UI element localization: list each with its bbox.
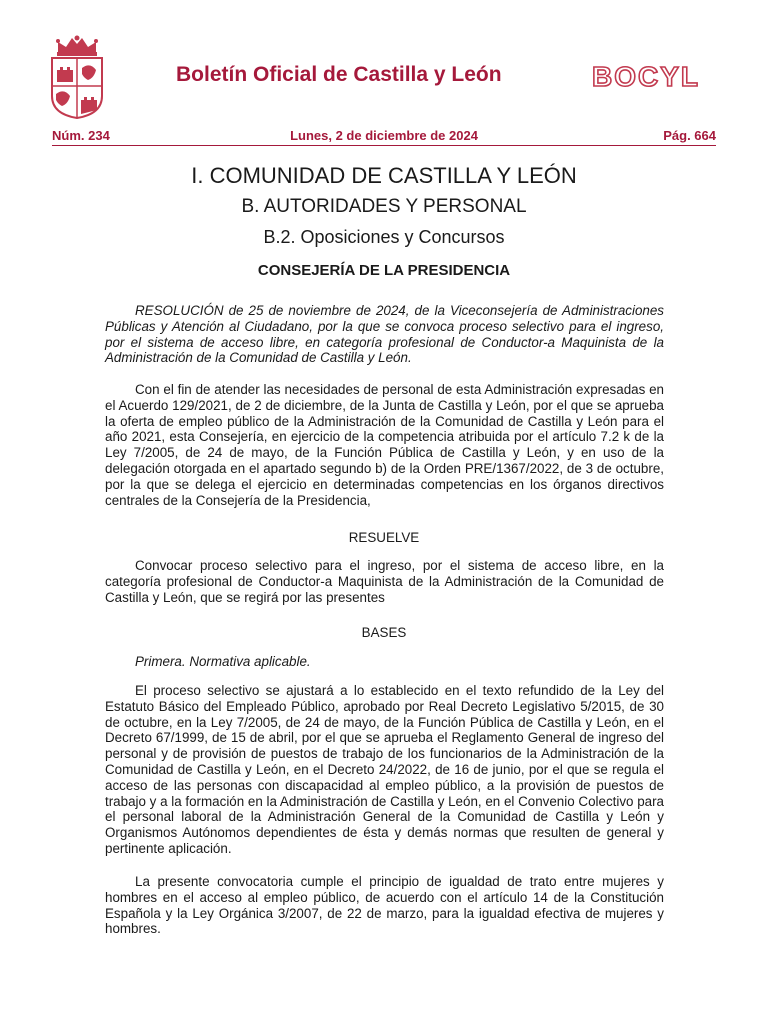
section-heading: I. COMUNIDAD DE CASTILLA Y LEÓN bbox=[191, 163, 577, 188]
coat-of-arms-icon bbox=[46, 34, 108, 120]
department-heading: CONSEJERÍA DE LA PRESIDENCIA bbox=[257, 262, 511, 279]
regulation-paragraph bbox=[105, 683, 664, 857]
page-header bbox=[0, 0, 768, 128]
equality-paragraph bbox=[105, 874, 664, 937]
subsection-heading: B. AUTORIDADES Y PERSONAL bbox=[241, 196, 527, 217]
resolution-clause-text: Convocar proceso selectivo para el ingreso, por el sistema de acceso libre, en la categoría profesional de Conductor-a Maquinista de la Administración de la Comunidad de Castilla y León, que se regirá por las presentes bbox=[105, 558, 664, 605]
bocyl-logo bbox=[592, 62, 718, 90]
issue-number: Núm. 234 bbox=[52, 128, 110, 143]
resuelve-heading: RESUELVE bbox=[348, 530, 420, 545]
publication-title: Boletín Oficial de Castilla y León bbox=[176, 63, 502, 86]
equality-text: La presente convocatoria cumple el principio de igualdad de trato entre mujeres y hombres en el acceso al empleo público, de acuerdo con el artículo 14 de la Constitución Española y la Ley Orgánica 3/2007, de 22 de marzo, para la igualdad efectiva de mujeres y hombres. bbox=[105, 874, 664, 937]
resolution-paragraph bbox=[105, 303, 664, 366]
bases-heading: BASES bbox=[361, 625, 407, 640]
preamble-paragraph bbox=[105, 382, 664, 508]
svg-text:BOCYL: BOCYL bbox=[592, 62, 700, 90]
issue-info-bar bbox=[52, 128, 716, 146]
resolution-text: RESOLUCIÓN de 25 de noviembre de 2024, de la Viceconsejería de Administraciones Públicas y Atención al Ciudadano, por la que se convoca proceso selectivo para el ingreso, por el sistema de acceso libre, en categoría profesional de Conductor-a Maquinista de la Administración de la Comunidad de Castilla y León. bbox=[105, 303, 664, 366]
preamble-text: Con el fin de atender las necesidades de personal de esta Administración expresadas en el Acuerdo 129/2021, de 2 de diciembre, de la Junta de Castilla y León, por el que se aprueba la oferta de empleo público de la Administración de la Comunidad de Castilla y León para el año 2021, esta Consejería, en ejercicio de la competencia atribuida por el artículo 7.2 k de la Ley 7/2005, de 24 de mayo, de la Función Pública de Castilla y León, y en uso de la delegación otorgada en el apartado segundo b) de la Orden PRE/1367/2022, de 3 de octubre, por la que se delega el ejercicio en determinadas competencias en los órganos directivos centrales de la Consejería de la Presidencia, bbox=[105, 382, 664, 508]
issue-date: Lunes, 2 de diciembre de 2024 bbox=[290, 128, 478, 143]
base-title: Primera. Normativa aplicable. bbox=[135, 654, 311, 669]
subsubsection-heading: B.2. Oposiciones y Concursos bbox=[263, 227, 505, 247]
page-number: Pág. 664 bbox=[663, 128, 716, 143]
regulation-text: El proceso selectivo se ajustará a lo establecido en el texto refundido de la Ley del Estatuto Básico del Empleado Público, aprobado por Real Decreto Legislativo 5/2015, de 30 de octubre, en la Ley 7/2005, de 24 de mayo, de la Función Pública de Castilla y León, en el Decreto 67/1999, de 15 de abril, por el que se aprueba el Reglamento General de ingreso del personal y de provisión de puestos de trabajo de los funcionarios de la Administración de la Comunidad de Castilla y León, en el Decreto 24/2022, de 16 de junio, por el que se regula el acceso de las personas con discapacidad al empleo público, a la provisión de puestos de trabajo y a la formación en la Administración de Castilla y León, en el Convenio Colectivo para el personal laboral de la Administración General de la Comunidad de Castilla y León y Organismos Autónomos dependientes de ésta y demás normas que resulten de general y pertinente aplicación. bbox=[105, 683, 664, 856]
resolution-clause bbox=[105, 558, 664, 605]
